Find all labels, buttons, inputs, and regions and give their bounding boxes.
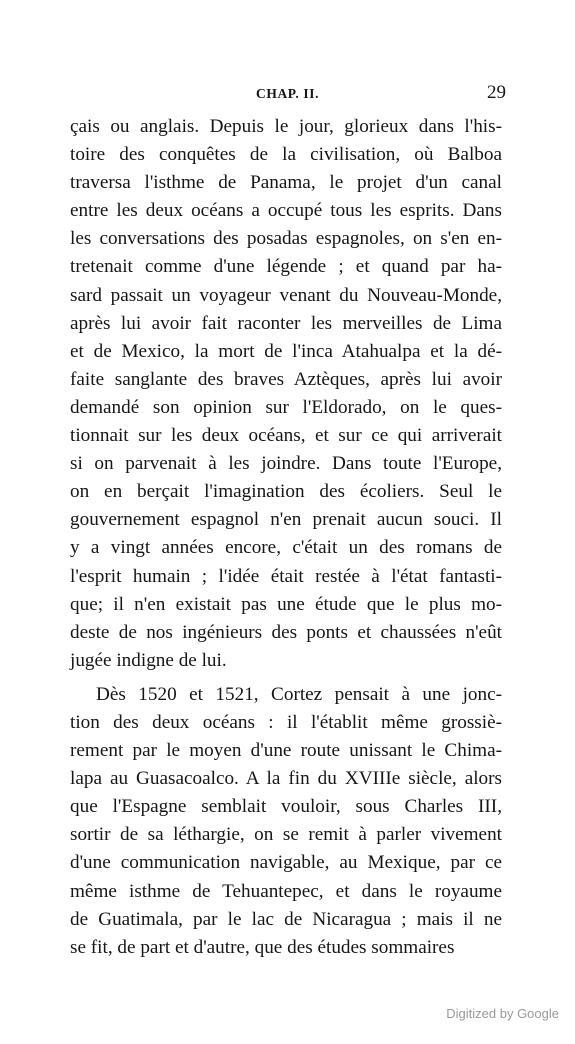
page-header — [70, 82, 510, 108]
text-line: les conversations des posadas espagnoles, on s'en en- — [70, 228, 502, 250]
text-line: y a vingt années encore, c'était un des romans de — [70, 537, 502, 559]
paragraph-1 — [70, 113, 502, 675]
text-line: que l'Espagne semblait vouloir, sous Charles III, — [70, 796, 502, 818]
text-line: entre les deux océans a occupé tous les esprits. Dans — [70, 200, 502, 222]
paragraph-2 — [70, 681, 502, 962]
text-line: après lui avoir fait raconter les merveilles de Lima — [70, 312, 502, 334]
text-line: d'une communication navigable, au Mexique, par ce — [70, 852, 502, 874]
text-line: Dès 1520 et 1521, Cortez pensait à une jonc- — [96, 683, 502, 705]
text-line: que; il n'en existait pas une étude que le plus mo- — [70, 593, 502, 615]
text-line: tionnait sur les deux océans, et sur ce qui arriverait — [70, 425, 502, 447]
text-line: demandé son opinion sur l'Eldorado, on le ques- — [70, 396, 502, 418]
text-line: si on parvenait à les joindre. Dans toute l'Europe, — [70, 453, 502, 475]
text-line: lapa au Guasacoalco. A la fin du XVIIIe siècle, alors — [70, 768, 502, 790]
text-line: deste de nos ingénieurs des ponts et chaussées n'eût — [70, 621, 502, 643]
text-line: tion des deux océans : il l'établit même grossiè- — [70, 711, 502, 733]
text-line: même isthme de Tehuantepec, et dans le royaume — [70, 880, 502, 902]
text-line: sortir de sa léthargie, on se remit à parler vivement — [70, 824, 502, 846]
text-line: on en berçait l'imagination des écoliers. Seul le — [70, 481, 502, 503]
text-line: l'esprit humain ; l'idée était restée à l'état fantasti- — [70, 565, 502, 587]
body-text — [70, 113, 502, 962]
text-line: faite sanglante des braves Aztèques, après lui avoir — [70, 368, 502, 390]
text-line: sard passait un voyageur venant du Nouveau-Monde, — [70, 284, 502, 306]
text-line: de Guatimala, par le lac de Nicaragua ; mais il ne — [70, 908, 502, 930]
text-line: rement par le moyen d'une route unissant le Chima- — [70, 740, 502, 762]
text-line: gouvernement espagnol n'en prenait aucun souci. Il — [70, 509, 502, 531]
text-line: et de Mexico, la mort de l'inca Atahualpa et la dé- — [70, 340, 502, 362]
running-head: CHAP. II. — [256, 86, 320, 101]
text-line: traversa l'isthme de Panama, le projet d'un canal — [70, 172, 502, 194]
page-number: 29 — [487, 82, 506, 103]
text-line: çais ou anglais. Depuis le jour, glorieux dans l'his- — [70, 116, 502, 137]
text-line: jugée indigne de lui. — [70, 649, 227, 671]
text-line: se fit, de part et d'autre, que des études sommaires — [70, 936, 455, 958]
text-line: tretenait comme d'une légende ; et quand par ha- — [70, 256, 502, 278]
digitized-watermark: Digitized by Google — [446, 1006, 559, 1021]
text-line: toire des conquêtes de la civilisation, où Balboa — [70, 144, 502, 166]
